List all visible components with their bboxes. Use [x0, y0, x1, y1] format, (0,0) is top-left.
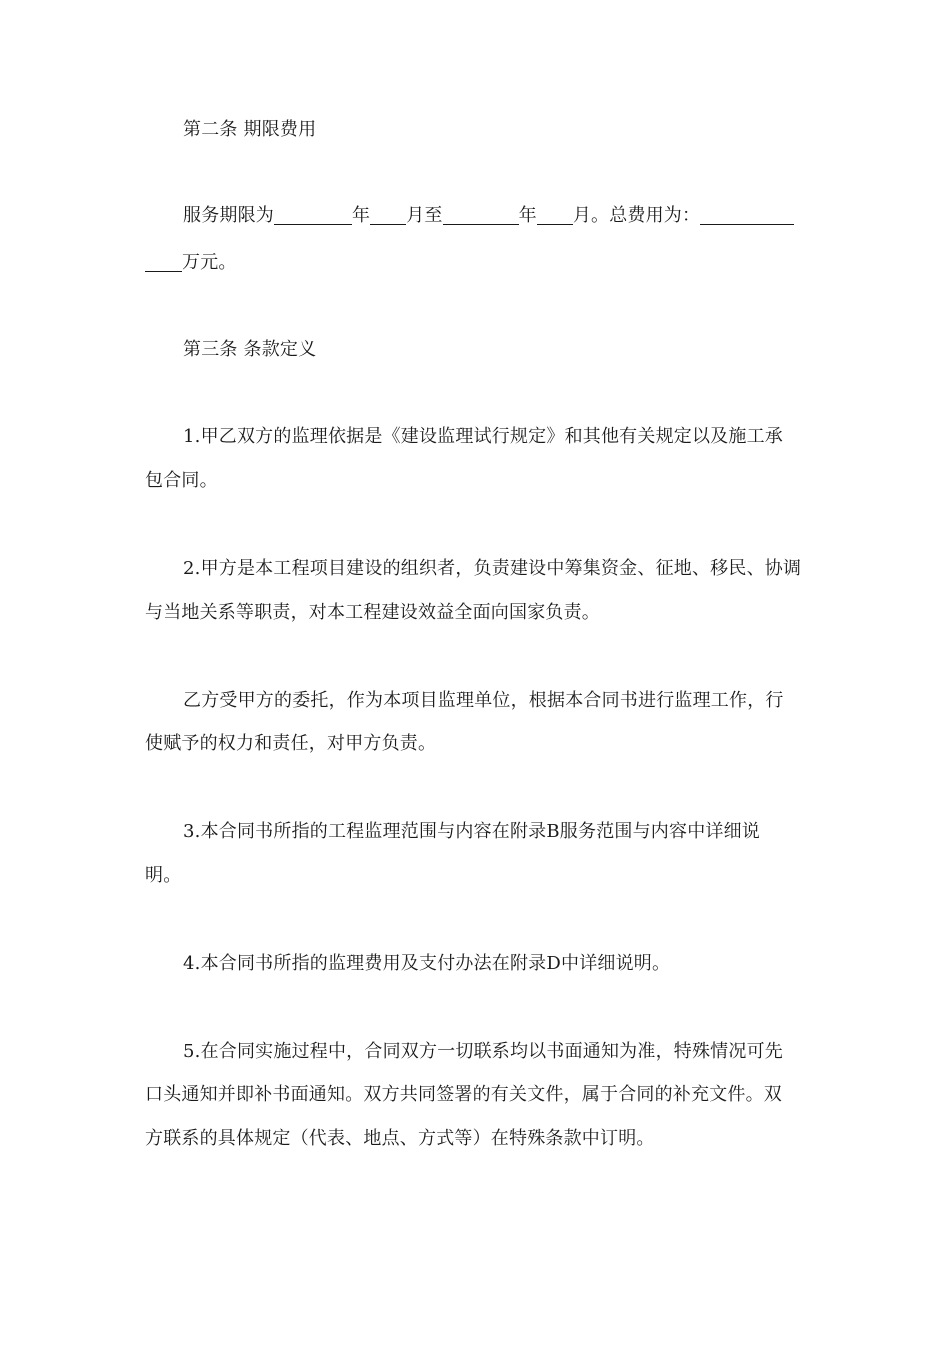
total-fee-blank[interactable] — [700, 220, 794, 221]
article3-heading: 第三条 条款定义 — [183, 339, 317, 360]
wan-yuan-label: 万元。 — [182, 252, 237, 273]
item5-line3: 方联系的具体规定（代表、地点、方式等）在特殊条款中订明。 — [145, 1128, 655, 1149]
service-term-line — [183, 203, 810, 229]
term-label: 服务期限为 — [183, 205, 274, 226]
article2-heading: 第二条 期限费用 — [183, 119, 317, 140]
month-to-label: 月至 — [406, 205, 443, 226]
item1-line2: 包合同。 — [145, 470, 218, 491]
end-month-blank[interactable] — [537, 220, 573, 221]
item5-line1: 5.在合同实施过程中，合同双方一切联系均以书面通知为准，特殊情况可先 — [183, 1041, 783, 1062]
item2b-line2: 使赋予的权力和责任，对甲方负责。 — [145, 733, 437, 754]
total-fee-blank-cont[interactable] — [145, 267, 182, 268]
year-label-2: 年 — [518, 205, 537, 226]
item3-line2: 明。 — [145, 865, 182, 886]
item2b-line1: 乙方受甲方的委托，作为本项目监理单位，根据本合同书进行监理工作，行 — [183, 690, 784, 711]
service-term-line-2 — [145, 250, 810, 276]
item4-line1: 4.本合同书所指的监理费用及支付办法在附录D中详细说明。 — [183, 953, 671, 974]
year-label-1: 年 — [352, 205, 371, 226]
item2-line2: 与当地关系等职责，对本工程建设效益全面向国家负责。 — [145, 602, 600, 623]
item2-line1: 2.甲方是本工程项目建设的组织者，负责建设中筹集资金、征地、移民、协调 — [183, 558, 802, 579]
item3-line1: 3.本合同书所指的工程监理范围与内容在附录B服务范围与内容中详细说 — [183, 821, 760, 842]
start-month-blank[interactable] — [370, 220, 406, 221]
start-year-blank[interactable] — [274, 220, 352, 221]
item5-line2: 口头通知并即补书面通知。双方共同签署的有关文件，属于合同的补充文件。双 — [145, 1084, 782, 1105]
end-year-blank[interactable] — [443, 220, 519, 221]
total-fee-label: 月。总费用为： — [572, 205, 701, 226]
item1-line1: 1.甲乙双方的监理依据是《建设监理试行规定》和其他有关规定以及施工承 — [183, 426, 783, 447]
